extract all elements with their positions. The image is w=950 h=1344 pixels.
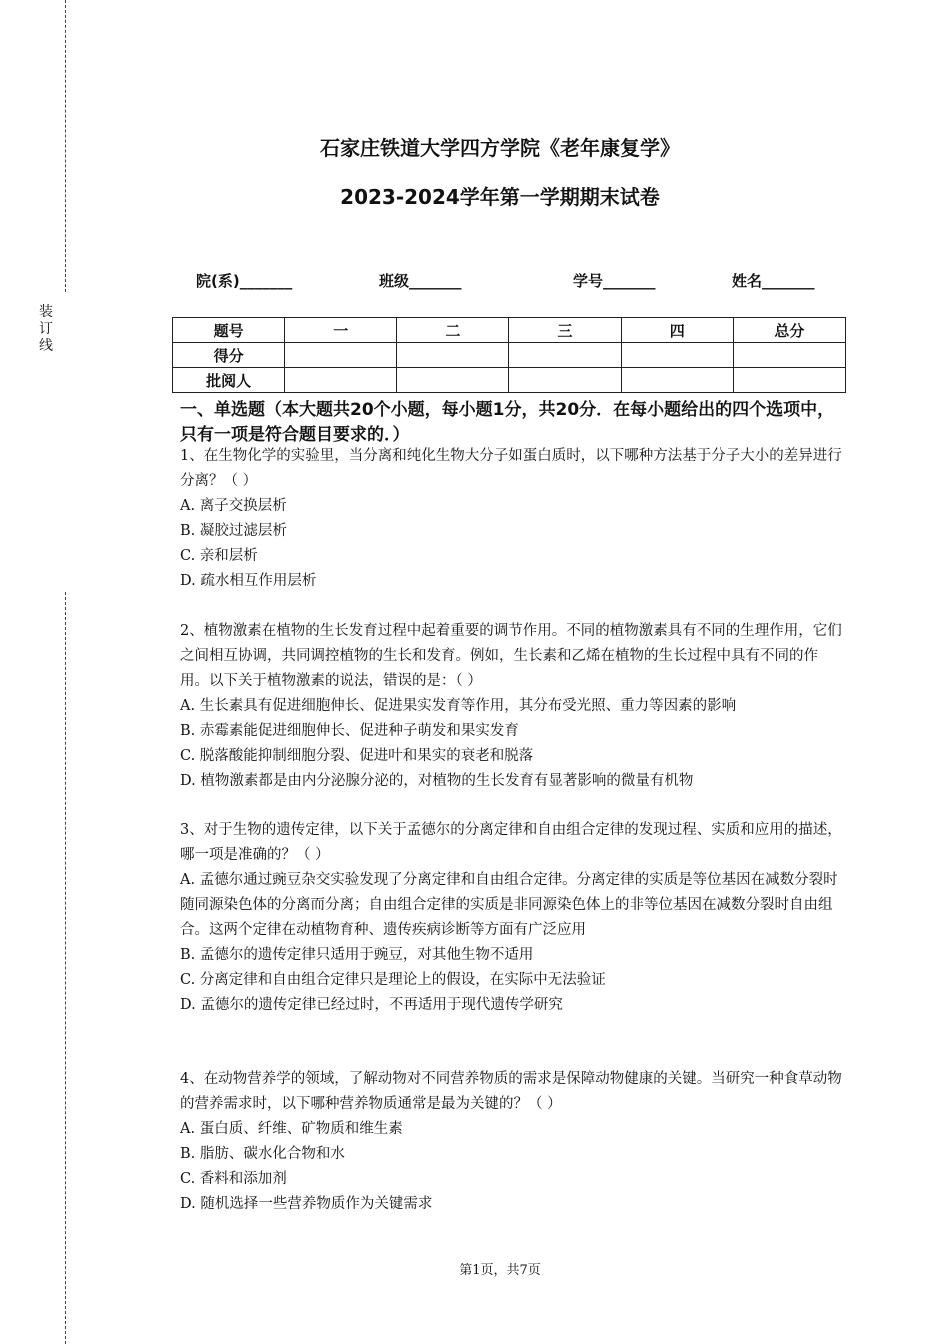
table-cell: [285, 368, 397, 393]
class-field: 班级_______: [379, 272, 462, 290]
table-cell: 三: [509, 318, 621, 343]
table-cell: [621, 343, 733, 368]
option-b: B. 孟德尔的遗传定律只适用于豌豆，对其他生物不适用: [180, 947, 534, 963]
table-cell: [733, 368, 845, 393]
option-c: C. 脱落酸能抑制细胞分裂、促进叶和果实的衰老和脱落: [180, 748, 534, 764]
table-row: [173, 343, 846, 368]
student-id-field: 学号_______: [573, 272, 656, 290]
option-b: B. 凝胶过滤层析: [180, 523, 287, 539]
table-cell: [397, 368, 509, 393]
option-b: B. 赤霉素能促进细胞伸长、促进种子萌发和果实发育: [180, 723, 519, 739]
score-table-header: [173, 318, 846, 343]
table-cell: 批阅人: [173, 368, 285, 393]
page-number: 第1页，共7页: [459, 1263, 541, 1278]
score-table: [172, 317, 846, 393]
option-c: C. 香料和添加剂: [180, 1171, 287, 1187]
table-cell: [621, 368, 733, 393]
question-3: [180, 818, 842, 1018]
exam-subtitle: 2023-2024学年第一学期期末试卷: [340, 185, 660, 209]
option-a: A. 生长素具有促进细胞伸长、促进果实发育等作用，其分布受光照、重力等因素的影响: [180, 698, 737, 714]
exam-title: 石家庄铁道大学四方学院《老年康复学》: [320, 136, 680, 160]
table-cell: 得分: [173, 343, 285, 368]
department-field: 院(系)_______: [196, 272, 293, 290]
table-cell: 题号: [173, 318, 285, 343]
table-cell: 一: [285, 318, 397, 343]
option-b: B. 脂肪、碳水化合物和水: [180, 1146, 345, 1162]
table-cell: [397, 343, 509, 368]
option-a: A. 蛋白质、纤维、矿物质和维生素: [180, 1121, 403, 1137]
option-d: D. 孟德尔的遗传定律已经过时，不再适用于现代遗传学研究: [180, 997, 563, 1013]
table-cell: 总分: [733, 318, 845, 343]
option-d: D. 随机选择一些营养物质作为关键需求: [180, 1196, 433, 1212]
option-d: D. 植物激素都是由内分泌腺分泌的，对植物的生长发育有显著影响的微量有机物: [180, 773, 694, 789]
table-cell: 二: [397, 318, 509, 343]
table-cell: [733, 343, 845, 368]
option-c: C. 分离定律和自由组合定律只是理论上的假设，在实际中无法验证: [180, 972, 606, 988]
table-cell: [285, 343, 397, 368]
question-2: [180, 619, 842, 794]
question-4: [180, 1067, 842, 1217]
option-a: A. 离子交换层析: [180, 498, 287, 514]
question-stem: 2、植物激素在植物的生长发育过程中起着重要的调节作用。不同的植物激素具有不同的生理作用，它们之间相互协调，共同调控植物的生长和发育。例如，生长素和乙烯在植物的生长过程中具有不同的作用。以下关于植物激素的说法，错误的是：（ ）: [180, 623, 842, 689]
option-d: D. 疏水相互作用层析: [180, 573, 317, 589]
table-cell: [509, 343, 621, 368]
option-c: C. 亲和层析: [180, 548, 258, 564]
section-heading: 一、单选题（本大题共20个小题，每小题1分，共20分．在每小题给出的四个选项中，只有一项是符合题目要求的．）: [180, 400, 835, 445]
binding-label: 装订线: [39, 304, 53, 354]
question-stem: 4、在动物营养学的领域，了解动物对不同营养物质的需求是保障动物健康的关键。当研究一种食草动物的营养需求时，以下哪种营养物质通常是最为关键的？（ ）: [180, 1071, 842, 1112]
question-stem: 1、在生物化学的实验里，当分离和纯化生物大分子如蛋白质时，以下哪种方法基于分子大小的差异进行分离？（ ）: [180, 448, 842, 489]
binding-line-bottom: [65, 592, 66, 1344]
table-cell: [509, 368, 621, 393]
question-stem: 3、对于生物的遗传定律，以下关于孟德尔的分离定律和自由组合定律的发现过程、实质和应用的描述，哪一项是准确的？（ ）: [180, 822, 842, 863]
name-field: 姓名_______: [732, 272, 815, 290]
option-a: A. 孟德尔通过豌豆杂交实验发现了分离定律和自由组合定律。分离定律的实质是等位基因在减数分裂时随同源染色体的分离而分离；自由组合定律的实质是非同源染色体上的非等位基因在减数分裂时自由组合。这两个定律在动植物育种、遗传疾病诊断等方面有广泛应用: [180, 872, 838, 938]
table-row: [173, 368, 846, 393]
table-cell: 四: [621, 318, 733, 343]
question-1: [180, 444, 842, 594]
